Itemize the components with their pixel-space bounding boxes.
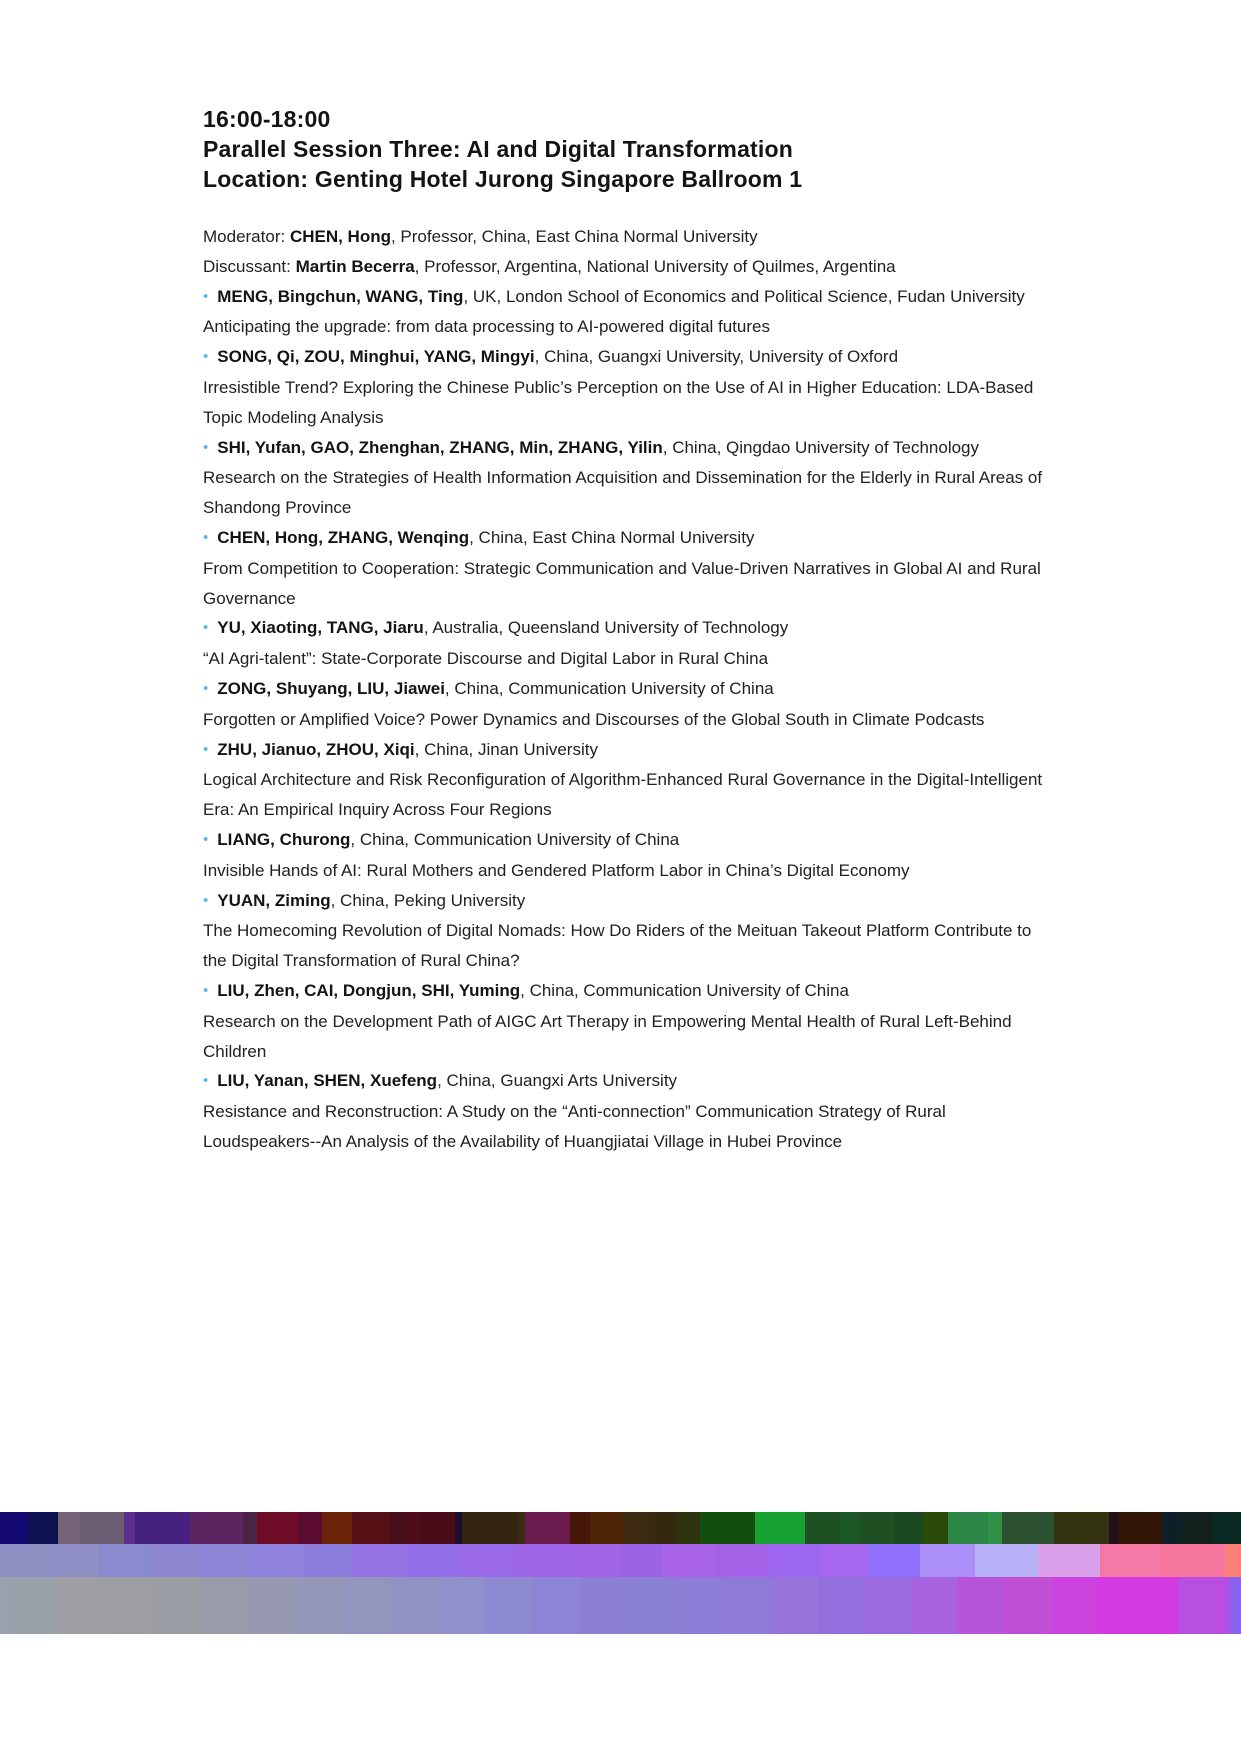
mosaic-block [1162, 1512, 1182, 1544]
bullet-icon: • [203, 891, 209, 909]
moderator-line [203, 222, 1048, 252]
bullet-icon: • [203, 619, 209, 637]
presentation-item [203, 1066, 1048, 1156]
mosaic-block [455, 1512, 462, 1544]
paper-title: Invisible Hands of AI: Rural Mothers and Gendered Platform Labor in China’s Digital Economy [203, 860, 910, 880]
mosaic-block [988, 1512, 1002, 1544]
mosaic-block [484, 1577, 532, 1634]
mosaic-block [590, 1512, 623, 1544]
bullet-icon: • [203, 287, 209, 305]
mosaic-block [1182, 1512, 1213, 1544]
mosaic-block [342, 1577, 390, 1634]
mosaic-row [0, 1512, 1241, 1544]
mosaic-block [0, 1544, 48, 1577]
presentation-authors: LIANG, Churong [217, 829, 351, 849]
bullet-icon: • [203, 438, 209, 456]
presentation-author-line [203, 282, 1048, 313]
paper-title: Forgotten or Amplified Voice? Power Dynamics and Discourses of the Global South in Climate Podcasts [203, 709, 985, 729]
mosaic-block [1054, 1512, 1109, 1544]
moderator-label: Moderator: [203, 227, 290, 246]
mosaic-block [662, 1544, 714, 1577]
presentation-authors: SHI, Yufan, GAO, Zhenghan, ZHANG, Min, ZHANG, Yilin [217, 437, 663, 457]
mosaic-block [200, 1544, 252, 1577]
session-body [203, 222, 1048, 1157]
mosaic-block [948, 1512, 988, 1544]
mosaic-block [390, 1577, 439, 1634]
mosaic-block [298, 1512, 322, 1544]
mosaic-block [252, 1544, 303, 1577]
mosaic-block [1225, 1544, 1241, 1577]
mosaic-block [135, 1512, 190, 1544]
presentation-author-line [203, 886, 1048, 917]
presentation-authors: CHEN, Hong, ZHANG, Wenqing [217, 527, 470, 547]
presentation-author-line [203, 523, 1048, 554]
presentation-author-line [203, 342, 1048, 373]
mosaic-block [294, 1577, 343, 1634]
mosaic-block [1109, 1512, 1119, 1544]
mosaic-row [0, 1544, 1241, 1577]
bullet-icon: • [203, 740, 209, 758]
mosaic-block [243, 1512, 257, 1544]
mosaic-block [655, 1512, 677, 1544]
mosaic-block [352, 1512, 390, 1544]
presentation-affiliation: , China, Guangxi Arts University [437, 1071, 678, 1091]
presentation-list [203, 282, 1048, 1157]
presentation-author-line [203, 613, 1048, 644]
discussant-label: Discussant: [203, 256, 296, 276]
mosaic-block [152, 1577, 200, 1634]
presentation-affiliation: , China, Guangxi University, University of Oxford [534, 347, 899, 367]
mosaic-block [676, 1577, 725, 1634]
mosaic-block [923, 1512, 948, 1544]
mosaic-block [200, 1577, 249, 1634]
presentation-authors: ZHU, Jianuo, ZHOU, Xiqi [217, 739, 415, 759]
decorative-mosaic [0, 1512, 1241, 1634]
bullet-icon: • [203, 679, 209, 697]
presentation-authors: MENG, Bingchun, WANG, Ting [217, 286, 464, 306]
presentation-affiliation: , China, Jinan University [414, 739, 598, 759]
mosaic-block [957, 1577, 1003, 1634]
presentation-affiliation: , China, Peking University [330, 890, 526, 910]
presentation-authors: YUAN, Ziming [217, 890, 331, 910]
paper-title: From Competition to Cooperation: Strategic Communication and Value-Driven Narratives in Global AI and Rural Governance [203, 558, 1041, 608]
presentation-author-line [203, 1066, 1048, 1097]
mosaic-block [920, 1544, 975, 1577]
mosaic-block [462, 1512, 517, 1544]
mosaic-block [1097, 1577, 1178, 1634]
bullet-icon: • [203, 830, 209, 848]
mosaic-block [407, 1544, 460, 1577]
presentation-author-line [203, 976, 1048, 1007]
bullet-icon: • [203, 981, 209, 999]
presentation-affiliation: , UK, London School of Economics and Political Science, Fudan University [463, 286, 1025, 306]
presentation-affiliation: , China, Communication University of China [350, 829, 680, 849]
presentation-item [203, 342, 1048, 432]
mosaic-block [48, 1544, 98, 1577]
mosaic-block [1178, 1577, 1229, 1634]
mosaic-block [405, 1512, 420, 1544]
mosaic-block [248, 1577, 294, 1634]
mosaic-block [868, 1544, 920, 1577]
presentation-affiliation: , China, Qingdao University of Technology [662, 437, 980, 457]
mosaic-block [28, 1512, 58, 1544]
mosaic-block [303, 1544, 352, 1577]
presentation-item [203, 433, 1048, 523]
mosaic-block [805, 1512, 840, 1544]
mosaic-block [106, 1577, 152, 1634]
paper-title: Research on the Development Path of AIGC Art Therapy in Empowering Mental Health of Rural Left-Behind Children [203, 1011, 1012, 1061]
presentation-authors: YU, Xiaoting, TANG, Jiaru [217, 618, 424, 638]
mosaic-block [912, 1577, 958, 1634]
presentation-authors: LIU, Zhen, CAI, Dongjun, SHI, Yuming [217, 980, 521, 1000]
mosaic-block [124, 1512, 135, 1544]
presentation-item [203, 282, 1048, 343]
mosaic-block [714, 1544, 768, 1577]
mosaic-block [724, 1577, 772, 1634]
mosaic-block [628, 1577, 676, 1634]
mosaic-block [12, 1577, 59, 1634]
mosaic-block [840, 1512, 861, 1544]
presentation-affiliation: , China, Communication University of China [520, 980, 849, 1000]
presentation-authors: LIU, Yanan, SHEN, Xuefeng [217, 1071, 438, 1091]
mosaic-block [580, 1577, 628, 1634]
paper-title: Anticipating the upgrade: from data processing to AI-powered digital futures [203, 317, 771, 337]
mosaic-block [755, 1512, 805, 1544]
bullet-icon: • [203, 348, 209, 366]
session-location: Location: Genting Hotel Jurong Singapore Ballroom 1 [203, 166, 803, 192]
mosaic-block [895, 1512, 923, 1544]
discussant-line [203, 252, 1048, 282]
page-content [203, 104, 1048, 1157]
paper-title: “AI Agri-talent”: State-Corporate Discourse and Digital Labor in Rural China [203, 649, 769, 669]
mosaic-block [1052, 1577, 1098, 1634]
discussant-name: Martin Becerra [295, 256, 415, 276]
presentation-item [203, 523, 1048, 613]
presentation-affiliation: , China, Communication University of China [444, 678, 774, 698]
mosaic-block [677, 1512, 700, 1544]
mosaic-block [532, 1577, 581, 1634]
mosaic-block [1003, 1577, 1052, 1634]
mosaic-block [1038, 1544, 1100, 1577]
presentation-item [203, 825, 1048, 886]
mosaic-block [623, 1512, 655, 1544]
session-header [203, 104, 1048, 194]
presentation-authors: SONG, Qi, ZOU, Minghui, YANG, Mingyi [217, 347, 535, 367]
mosaic-block [570, 1512, 590, 1544]
mosaic-block [772, 1577, 819, 1634]
mosaic-block [1213, 1512, 1241, 1544]
moderator-rest: , Professor, China, East China Normal University [390, 227, 758, 246]
mosaic-block [1100, 1544, 1160, 1577]
mosaic-block [0, 1577, 12, 1634]
mosaic-block [257, 1512, 298, 1544]
mosaic-block [439, 1577, 485, 1634]
paper-title: Logical Architecture and Risk Reconfiguration of Algorithm-Enhanced Rural Governance in the Digital-Intelligent Era: An Empirical Inquiry Across Four Regions [203, 770, 1043, 820]
presentation-authors: ZONG, Shuyang, LIU, Jiawei [217, 678, 445, 698]
presentation-item [203, 886, 1048, 976]
mosaic-block [975, 1544, 1038, 1577]
presentation-author-line [203, 735, 1048, 766]
mosaic-block [59, 1577, 107, 1634]
presentation-author-line [203, 825, 1048, 856]
presentation-affiliation: , China, East China Normal University [469, 527, 755, 547]
mosaic-block [861, 1512, 895, 1544]
paper-title: Resistance and Reconstruction: A Study on the “Anti-connection” Communication Strategy of Rural Loudspeakers--An Analysis of the Availability of Huangjiatai Village in Hubei Province [203, 1102, 946, 1151]
presentation-affiliation: , Australia, Queensland University of Technology [423, 618, 789, 638]
session-title: Parallel Session Three: AI and Digital Transformation [203, 136, 794, 162]
mosaic-block [98, 1544, 150, 1577]
presentation-item [203, 674, 1048, 735]
mosaic-block [513, 1544, 568, 1577]
bullet-icon: • [203, 1072, 209, 1090]
mosaic-block [768, 1544, 820, 1577]
presentation-author-line [203, 433, 1048, 464]
mosaic-block [568, 1544, 620, 1577]
paper-title: Research on the Strategies of Health Information Acquisition and Dissemination for the Elderly in Rural Areas of Shandong Province [203, 468, 1043, 518]
presentation-author-line [203, 674, 1048, 705]
mosaic-block [864, 1577, 912, 1634]
paper-title: The Homecoming Revolution of Digital Nomads: How Do Riders of the Meituan Takeout Platform Contribute to the Digital Transformation of Rural China? [203, 921, 1032, 971]
mosaic-row [0, 1577, 1241, 1634]
mosaic-block [352, 1544, 407, 1577]
moderator-name: CHEN, Hong [289, 227, 391, 246]
presentation-item [203, 613, 1048, 674]
presentation-item [203, 735, 1048, 825]
mosaic-block [420, 1512, 455, 1544]
mosaic-block [390, 1512, 405, 1544]
presentation-item [203, 976, 1048, 1066]
discussant-rest: , Professor, Argentina, National University of Quilmes, Argentina [414, 256, 896, 276]
mosaic-block [820, 1544, 868, 1577]
mosaic-block [819, 1577, 865, 1634]
mosaic-block [1002, 1512, 1054, 1544]
mosaic-block [700, 1512, 755, 1544]
mosaic-block [58, 1512, 80, 1544]
mosaic-block [460, 1544, 513, 1577]
mosaic-block [80, 1512, 124, 1544]
mosaic-block [517, 1512, 525, 1544]
mosaic-block [0, 1512, 28, 1544]
mosaic-block [1160, 1544, 1225, 1577]
mosaic-block [620, 1544, 662, 1577]
mosaic-block [525, 1512, 570, 1544]
mosaic-block [1229, 1577, 1241, 1634]
mosaic-block [190, 1512, 243, 1544]
mosaic-block [322, 1512, 352, 1544]
session-time: 16:00-18:00 [203, 106, 331, 132]
mosaic-block [1119, 1512, 1162, 1544]
paper-title: Irresistible Trend? Exploring the Chinese Public’s Perception on the Use of AI in Higher Education: LDA-Based Topic Modeling Analysis [203, 377, 1034, 427]
mosaic-block [150, 1544, 200, 1577]
bullet-icon: • [203, 528, 209, 546]
